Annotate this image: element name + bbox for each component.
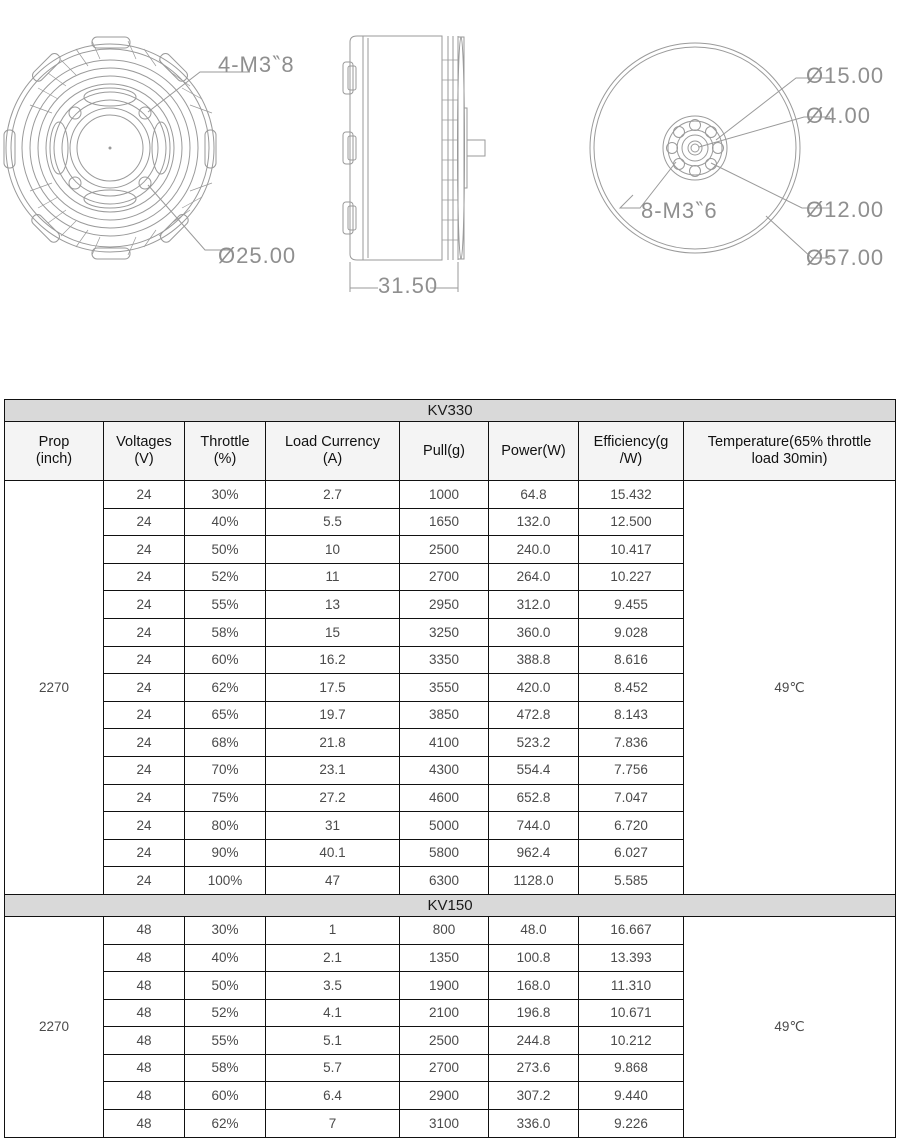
column-header-6 xyxy=(579,422,684,481)
cell-efficiency: 9.868 xyxy=(579,1054,684,1082)
column-header-line1: Efficiency(g xyxy=(593,434,669,451)
cell-voltage: 48 xyxy=(104,972,185,1000)
cell-throttle: 50% xyxy=(185,972,266,1000)
cell-voltage: 24 xyxy=(104,563,185,591)
column-header-1 xyxy=(104,422,185,481)
cell-power: 64.8 xyxy=(489,481,579,509)
cell-efficiency: 8.452 xyxy=(579,674,684,702)
cell-voltage: 48 xyxy=(104,999,185,1027)
dimension-label-d12: Ø12.00 xyxy=(806,197,885,222)
cell-pull: 3850 xyxy=(400,701,489,729)
cell-voltage: 24 xyxy=(104,536,185,564)
dimension-label-d57: Ø57.00 xyxy=(806,245,885,270)
cell-efficiency: 9.028 xyxy=(579,618,684,646)
cell-current: 11 xyxy=(266,563,400,591)
cell-power: 336.0 xyxy=(489,1110,579,1138)
cell-pull: 3550 xyxy=(400,674,489,702)
cell-efficiency: 5.585 xyxy=(579,867,684,895)
cell-pull: 2950 xyxy=(400,591,489,619)
temperature-cell: 49℃ xyxy=(684,481,896,895)
cell-current: 19.7 xyxy=(266,701,400,729)
dimension-label-d15: Ø15.00 xyxy=(806,63,885,88)
dimension-label-d25: Ø25.00 xyxy=(218,243,297,268)
cell-pull: 3250 xyxy=(400,618,489,646)
cell-power: 132.0 xyxy=(489,508,579,536)
column-header-7 xyxy=(684,422,896,481)
cell-throttle: 52% xyxy=(185,999,266,1027)
cell-current: 5.7 xyxy=(266,1054,400,1082)
cell-power: 420.0 xyxy=(489,674,579,702)
cell-power: 312.0 xyxy=(489,591,579,619)
cell-pull: 3350 xyxy=(400,646,489,674)
cell-voltage: 24 xyxy=(104,867,185,895)
cell-voltage: 24 xyxy=(104,646,185,674)
cell-voltage: 48 xyxy=(104,1054,185,1082)
column-header-line1: Power(W) xyxy=(501,442,566,459)
cell-current: 27.2 xyxy=(266,784,400,812)
cell-efficiency: 11.310 xyxy=(579,972,684,1000)
cell-power: 1128.0 xyxy=(489,867,579,895)
cell-efficiency: 16.667 xyxy=(579,916,684,944)
cell-current: 16.2 xyxy=(266,646,400,674)
column-header-line2: (inch) xyxy=(35,451,73,467)
cell-current: 6.4 xyxy=(266,1082,400,1110)
column-header-line1: Throttle xyxy=(200,434,250,451)
cell-efficiency: 9.440 xyxy=(579,1082,684,1110)
cell-pull: 2500 xyxy=(400,536,489,564)
cell-throttle: 62% xyxy=(185,1110,266,1138)
cell-efficiency: 10.417 xyxy=(579,536,684,564)
cell-throttle: 58% xyxy=(185,618,266,646)
cell-pull: 4100 xyxy=(400,729,489,757)
cell-efficiency: 13.393 xyxy=(579,944,684,972)
cell-pull: 5800 xyxy=(400,839,489,867)
cell-throttle: 40% xyxy=(185,944,266,972)
cell-current: 13 xyxy=(266,591,400,619)
cell-power: 240.0 xyxy=(489,536,579,564)
cell-throttle: 80% xyxy=(185,812,266,840)
cell-voltage: 24 xyxy=(104,756,185,784)
cell-throttle: 90% xyxy=(185,839,266,867)
cell-current: 40.1 xyxy=(266,839,400,867)
column-header-line2: load 30min) xyxy=(751,451,828,467)
cell-current: 47 xyxy=(266,867,400,895)
cell-power: 652.8 xyxy=(489,784,579,812)
cell-voltage: 24 xyxy=(104,591,185,619)
technical-drawings xyxy=(0,0,900,390)
cell-current: 21.8 xyxy=(266,729,400,757)
cell-current: 17.5 xyxy=(266,674,400,702)
cell-voltage: 24 xyxy=(104,784,185,812)
cell-current: 2.7 xyxy=(266,481,400,509)
cell-throttle: 75% xyxy=(185,784,266,812)
cell-current: 3.5 xyxy=(266,972,400,1000)
motor-rear-view xyxy=(580,0,900,300)
cell-current: 5.5 xyxy=(266,508,400,536)
cell-power: 523.2 xyxy=(489,729,579,757)
cell-voltage: 48 xyxy=(104,1110,185,1138)
cell-throttle: 55% xyxy=(185,1027,266,1055)
cell-efficiency: 10.671 xyxy=(579,999,684,1027)
dimension-label-8-m3x6: 8-M3‶6 xyxy=(641,198,718,223)
table-row xyxy=(5,481,896,509)
cell-pull: 2900 xyxy=(400,1082,489,1110)
column-header-line2: (A) xyxy=(322,451,343,467)
cell-efficiency: 15.432 xyxy=(579,481,684,509)
cell-pull: 2700 xyxy=(400,1054,489,1082)
cell-efficiency: 6.027 xyxy=(579,839,684,867)
cell-power: 100.8 xyxy=(489,944,579,972)
table-row xyxy=(5,916,896,944)
dimension-label-31-50: 31.50 xyxy=(378,273,439,298)
column-header-2 xyxy=(185,422,266,481)
column-header-line1: Load Currency xyxy=(284,434,381,451)
kv-band-label: KV150 xyxy=(5,894,896,916)
motor-front-view xyxy=(0,0,330,300)
cell-throttle: 50% xyxy=(185,536,266,564)
cell-pull: 1000 xyxy=(400,481,489,509)
cell-pull: 800 xyxy=(400,916,489,944)
cell-efficiency: 7.047 xyxy=(579,784,684,812)
prop-cell: 2270 xyxy=(5,916,104,1137)
cell-power: 48.0 xyxy=(489,916,579,944)
cell-efficiency: 7.756 xyxy=(579,756,684,784)
cell-current: 5.1 xyxy=(266,1027,400,1055)
cell-efficiency: 12.500 xyxy=(579,508,684,536)
temperature-cell: 49℃ xyxy=(684,916,896,1137)
column-header-5 xyxy=(489,422,579,481)
cell-pull: 1900 xyxy=(400,972,489,1000)
cell-power: 360.0 xyxy=(489,618,579,646)
cell-current: 2.1 xyxy=(266,944,400,972)
cell-throttle: 100% xyxy=(185,867,266,895)
cell-power: 244.8 xyxy=(489,1027,579,1055)
column-header-row xyxy=(5,422,896,481)
cell-throttle: 58% xyxy=(185,1054,266,1082)
cell-voltage: 24 xyxy=(104,812,185,840)
cell-current: 15 xyxy=(266,618,400,646)
cell-current: 23.1 xyxy=(266,756,400,784)
column-header-3 xyxy=(266,422,400,481)
motor-side-view xyxy=(330,0,580,310)
dimension-label-d4: Ø4.00 xyxy=(806,103,871,128)
cell-current: 4.1 xyxy=(266,999,400,1027)
cell-power: 264.0 xyxy=(489,563,579,591)
column-header-line2: /W) xyxy=(619,451,643,467)
cell-pull: 2700 xyxy=(400,563,489,591)
cell-pull: 3100 xyxy=(400,1110,489,1138)
cell-efficiency: 9.226 xyxy=(579,1110,684,1138)
cell-voltage: 24 xyxy=(104,481,185,509)
cell-efficiency: 8.616 xyxy=(579,646,684,674)
cell-pull: 4600 xyxy=(400,784,489,812)
cell-current: 1 xyxy=(266,916,400,944)
cell-voltage: 48 xyxy=(104,944,185,972)
cell-efficiency: 6.720 xyxy=(579,812,684,840)
column-header-line1: Voltages xyxy=(116,434,172,451)
cell-power: 273.6 xyxy=(489,1054,579,1082)
performance-table xyxy=(4,399,896,1138)
cell-throttle: 65% xyxy=(185,701,266,729)
cell-current: 10 xyxy=(266,536,400,564)
cell-efficiency: 9.455 xyxy=(579,591,684,619)
cell-power: 744.0 xyxy=(489,812,579,840)
column-header-line1: Temperature(65% throttle xyxy=(707,434,872,451)
cell-power: 168.0 xyxy=(489,972,579,1000)
cell-voltage: 24 xyxy=(104,618,185,646)
dimension-label-4-m3x8: 4-M3‶8 xyxy=(218,52,295,77)
cell-throttle: 62% xyxy=(185,674,266,702)
kv-band-row xyxy=(5,400,896,422)
cell-pull: 2100 xyxy=(400,999,489,1027)
cell-voltage: 24 xyxy=(104,701,185,729)
cell-current: 7 xyxy=(266,1110,400,1138)
cell-voltage: 24 xyxy=(104,839,185,867)
cell-throttle: 55% xyxy=(185,591,266,619)
cell-voltage: 24 xyxy=(104,508,185,536)
cell-throttle: 40% xyxy=(185,508,266,536)
cell-power: 472.8 xyxy=(489,701,579,729)
column-header-line1: Prop xyxy=(38,434,70,451)
cell-power: 196.8 xyxy=(489,999,579,1027)
cell-pull: 1350 xyxy=(400,944,489,972)
cell-power: 962.4 xyxy=(489,839,579,867)
column-header-line2: (%) xyxy=(213,451,237,467)
cell-efficiency: 7.836 xyxy=(579,729,684,757)
cell-power: 388.8 xyxy=(489,646,579,674)
cell-throttle: 68% xyxy=(185,729,266,757)
cell-efficiency: 10.212 xyxy=(579,1027,684,1055)
performance-table-wrapper xyxy=(4,399,895,1138)
kv-band-label: KV330 xyxy=(5,400,896,422)
cell-throttle: 30% xyxy=(185,481,266,509)
cell-throttle: 70% xyxy=(185,756,266,784)
cell-power: 307.2 xyxy=(489,1082,579,1110)
column-header-line1: Pull(g) xyxy=(423,442,465,459)
cell-throttle: 52% xyxy=(185,563,266,591)
kv-band-row xyxy=(5,894,896,916)
cell-pull: 2500 xyxy=(400,1027,489,1055)
cell-pull: 4300 xyxy=(400,756,489,784)
performance-table-body xyxy=(5,400,896,1138)
cell-voltage: 48 xyxy=(104,1082,185,1110)
cell-voltage: 24 xyxy=(104,674,185,702)
prop-cell: 2270 xyxy=(5,481,104,895)
column-header-4 xyxy=(400,422,489,481)
cell-pull: 6300 xyxy=(400,867,489,895)
column-header-line2: (V) xyxy=(134,451,154,467)
cell-pull: 1650 xyxy=(400,508,489,536)
cell-pull: 5000 xyxy=(400,812,489,840)
cell-power: 554.4 xyxy=(489,756,579,784)
cell-efficiency: 8.143 xyxy=(579,701,684,729)
cell-current: 31 xyxy=(266,812,400,840)
cell-throttle: 60% xyxy=(185,1082,266,1110)
cell-throttle: 60% xyxy=(185,646,266,674)
cell-voltage: 48 xyxy=(104,916,185,944)
cell-throttle: 30% xyxy=(185,916,266,944)
cell-efficiency: 10.227 xyxy=(579,563,684,591)
column-header-0 xyxy=(5,422,104,481)
cell-voltage: 24 xyxy=(104,729,185,757)
cell-voltage: 48 xyxy=(104,1027,185,1055)
